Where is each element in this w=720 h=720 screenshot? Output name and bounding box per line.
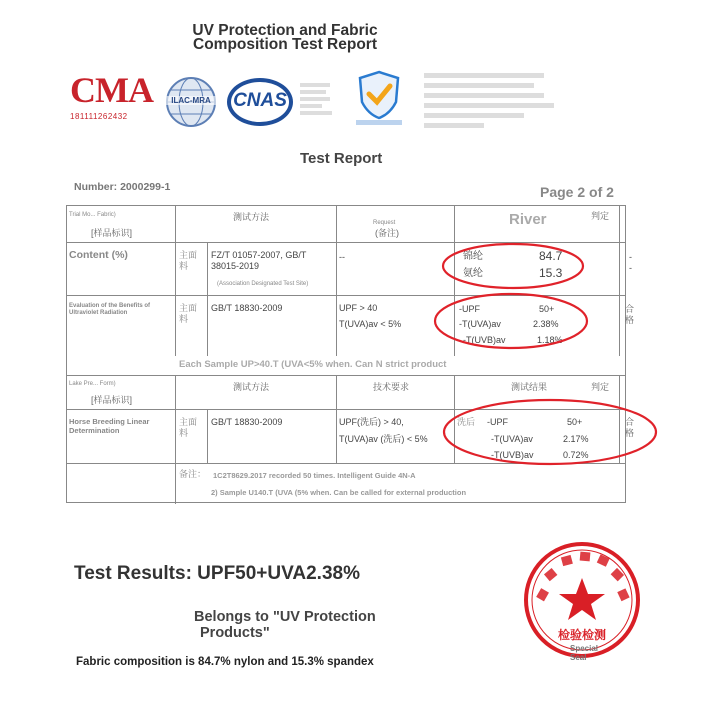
spandex-value: 15.3: [539, 266, 563, 280]
remarks-line-2: 2) Sample U140.T (UVA (5% when. Can be called for external production: [211, 488, 467, 497]
page-indicator: Page 2 of 2: [540, 184, 614, 200]
test-report-heading: Test Report: [300, 150, 383, 167]
title-line-2: Composition Test Report: [193, 36, 377, 53]
content-judgement: --: [629, 252, 632, 273]
uv-judgement: 合格: [625, 304, 635, 325]
fiber-spandex-label: 氨纶: [463, 268, 483, 279]
judgement-header-2: 判定: [591, 382, 610, 392]
uv-sample-note: Each Sample UP>40.T (UVA<5% when. Can N strict product: [179, 359, 447, 370]
uv-protection-category: [194, 609, 376, 641]
seal-bottom-text: 检验检测: [557, 628, 606, 642]
test-result-header: 测试结果: [511, 382, 548, 392]
uv-highlight-ellipse: [435, 294, 587, 348]
wash-req-upf: UPF(洗后) > 40,: [339, 417, 404, 427]
official-seal: [522, 540, 642, 660]
cma-number: 181111262432: [70, 112, 128, 121]
wash-upf-label: -UPF: [487, 417, 508, 427]
uv-uvb-label: -T(UVB)av: [463, 335, 506, 345]
test-results-summary: Test Results: UPF50+UVA2.38%: [74, 563, 360, 584]
method-header-2: 测试方法: [233, 382, 270, 392]
wash-highlight-ellipse: [444, 400, 656, 464]
content-method-note: (Association Designated Test Site): [217, 281, 309, 287]
content-method: FZ/T 01057-2007, GB/T 38015-2019: [211, 250, 307, 271]
sample-id-header-2: [样品标识]: [91, 395, 133, 405]
sample-id-header: [样品标识]: [91, 228, 133, 238]
title-line-1: UV Protection and Fabric: [192, 22, 378, 39]
content-item: Content (%): [69, 249, 128, 261]
fiber-nylon-label: 锦纶: [463, 251, 483, 262]
method-header: 测试方法: [233, 212, 270, 222]
remarks-header: (备注): [375, 228, 399, 238]
content-part: 主面料: [179, 250, 198, 271]
wash-upf-value: 50+: [567, 417, 583, 427]
belongs-line-2: Products": [200, 625, 270, 641]
wash-part: 主面料: [179, 417, 198, 438]
judgement-header: 判定: [591, 211, 610, 221]
content-request: --: [339, 252, 345, 262]
cma-logo-text: CMA: [70, 70, 153, 110]
remarks-line-1: 1C2T8629.2017 recorded 50 times. Intelligent Guide 4N-A: [213, 471, 416, 480]
uv-uva-label: -T(UVA)av: [459, 319, 501, 329]
sample-label: Trial Mo... Fabric): [69, 212, 116, 218]
request-header: Request: [373, 220, 396, 226]
uv-req-uva: T(UVA)av < 5%: [339, 319, 402, 329]
wash-uvb-label: -T(UVB)av: [491, 450, 534, 460]
uv-part: 主面料: [179, 303, 198, 324]
uv-uva-value: 2.38%: [533, 319, 559, 329]
cnas-text: CNAS: [233, 90, 287, 111]
wash-uvb-value: 0.72%: [563, 450, 589, 460]
uv-upf-value: 50+: [539, 304, 555, 314]
uv-req-upf: UPF > 40: [339, 303, 378, 313]
wash-method: GB/T 18830-2009: [211, 417, 283, 427]
content-highlight-ellipse: [443, 244, 583, 288]
wash-judgement: 合格: [625, 417, 635, 438]
remarks-label: 备注：: [179, 469, 207, 479]
ilac-mra-text: ILAC-MRA: [165, 96, 217, 105]
nylon-value: 84.7: [539, 249, 563, 263]
uv-method: GB/T 18830-2009: [211, 303, 283, 313]
wash-req-uva: T(UVA)av (洗后) < 5%: [339, 434, 428, 444]
after-wash-label: 洗后: [457, 417, 476, 427]
lake-sample-label: Lake Pre... Form): [69, 381, 116, 387]
wash-uva-label: -T(UVA)av: [491, 434, 533, 444]
seal-label: Special Seal: [570, 644, 599, 662]
result-header-river: River: [509, 211, 547, 228]
horse-breeding-item: Horse Breeding Linear Determination: [69, 417, 150, 435]
uv-uvb-value: 1.18%: [537, 335, 563, 345]
belongs-line-1: Belongs to "UV Protection: [194, 609, 376, 625]
uv-evaluation-item: Evaluation of the Benefits of Ultraviolet Radiation: [69, 303, 151, 316]
uv-upf-label: -UPF: [459, 304, 480, 314]
tech-req-header: 技术要求: [373, 382, 410, 392]
report-number: Number: 2000299-1: [74, 181, 171, 193]
wash-uva-value: 2.17%: [563, 434, 589, 444]
fabric-composition: Fabric composition is 84.7% nylon and 15.3% spandex: [76, 656, 374, 668]
